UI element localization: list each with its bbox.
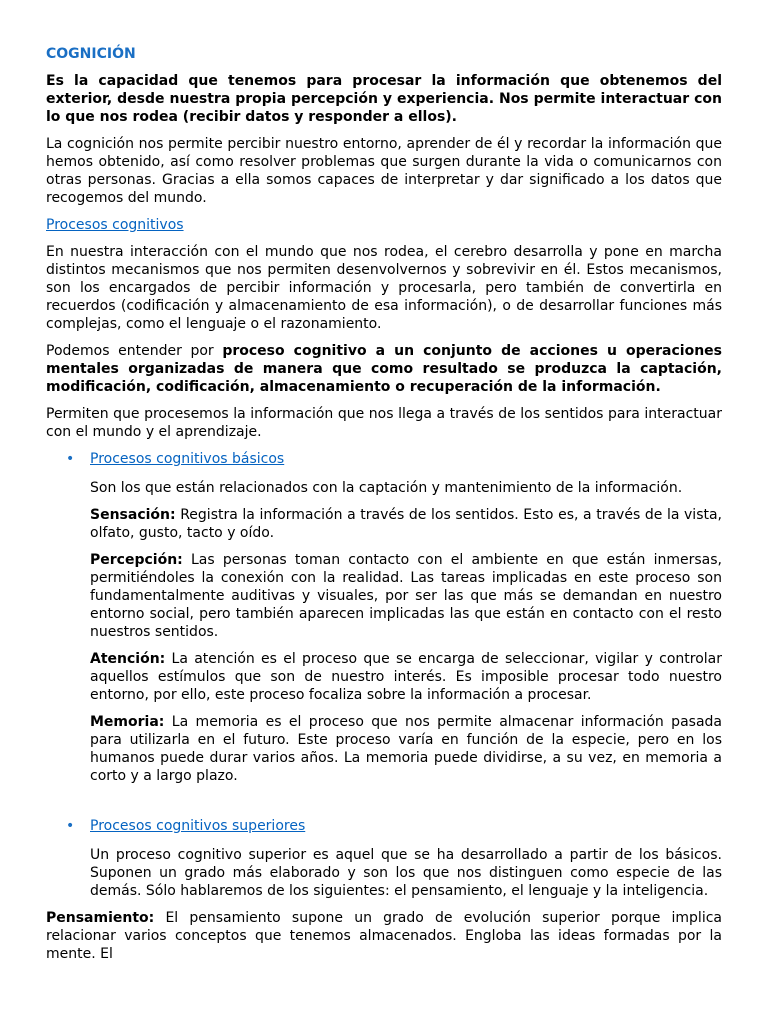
process-description: Las personas toman contacto con el ambiente en que están inmersas, permitiéndoles la conexión con la realidad. Las tareas implicadas en este proceso son fundamentalmente auditivas y visuales, por ser las que más se demandan en nuestro entorno social, pero también aparecen implicadas las que están en contacto con el resto nuestros sentidos. [90,552,722,640]
process-term: Memoria: [90,714,165,730]
basic-process-item [46,506,722,542]
bullet-dot-icon: • [66,451,75,467]
pensamiento-text: El pensamiento supone un grado de evolución superior porque implica relacionar varios conceptos que tenemos almacenados. Engloba las ideas formadas por la mente. El [46,910,722,962]
basic-process-item [46,650,722,704]
section-heading-text[interactable]: Procesos cognitivos [46,217,184,233]
process-term: Percepción: [90,552,183,568]
process-term: Sensación: [90,507,176,523]
superior-intro: Un proceso cognitivo superior es aquel que se ha desarrollado a partir de los básicos. Suponen un grado más elaborado y son los que nos distinguen como especie de las demás. Sólo hablaremos de los siguientes: el pensamiento, el lenguaje y la inteligencia. [90,847,722,899]
intro-bold-paragraph: Es la capacidad que tenemos para procesar la información que obtenemos del exterior, desde nuestra propia percepción y experiencia. Nos permite interactuar con lo que nos rodea (recibir datos y responder a ellos). [46,73,722,125]
paragraph-pensamiento [46,909,722,963]
paragraph-mechanisms: En nuestra interacción con el mundo que nos rodea, el cerebro desarrolla y pone en marcha distintos mecanismos que nos permiten desenvolvernos y sobrevivir en él. Estos mecanismos, son los encargados de percibir información y procesarla, pero también de convertirla en recuerdos (codificación y almacenamiento de esa información), o de desarrollar funciones más complejas, como el lenguaje o el razonamiento. [46,244,722,332]
paragraph-senses: Permiten que procesemos la información que nos llega a través de los sentidos para interactuar con el mundo y el aprendizaje. [46,406,722,440]
basic-process-item [46,713,722,785]
bullet-superior [46,817,722,835]
bullet-basic [46,450,722,468]
process-description: La atención es el proceso que se encarga de seleccionar, vigilar y controlar aquellos estímulos que son de nuestro interés. Es imposible procesar todo nuestro entorno, por ello, este proceso focaliza sobre la información a procesar. [90,651,722,703]
section-heading-link[interactable] [46,216,722,234]
paragraph-definition [46,342,722,396]
doc-title: COGNICIÓN [46,46,136,62]
spacer [46,794,722,817]
link-superior-processes[interactable]: Procesos cognitivos superiores [90,818,306,834]
process-term: Atención: [90,651,166,667]
intro-paragraph: La cognición nos permite percibir nuestro entorno, aprender de él y recordar la información que hemos obtenido, así como resolver problemas que surgen durante la vida o comunicarnos con otras personas. Gracias a ella somos capaces de interpretar y dar significado a los datos que recogemos del mundo. [46,136,722,206]
process-description: La memoria es el proceso que nos permite almacenar información pasada para utilizarla en el futuro. Este proceso varía en función de la especie, pero en los humanos puede durar varios años. La memoria puede dividirse, a su vez, en memoria a corto y a largo plazo. [90,714,722,784]
basic-intro: Son los que están relacionados con la captación y mantenimiento de la información. [90,480,683,496]
process-description: Registra la información a través de los sentidos. Esto es, a través de la vista, olfato, gusto, tacto y oído. [90,507,722,541]
definition-bold: proceso cognitivo a un conjunto de acciones u operaciones mentales organizadas de manera que como resultado se produzca la captación, modificación, codificación, almacenamiento o recuperación de la información. [46,343,722,395]
basic-process-item [46,551,722,641]
basic-items-list [46,506,722,785]
link-basic-processes[interactable]: Procesos cognitivos básicos [90,451,285,467]
bullet-dot-icon: • [66,818,75,834]
pensamiento-term: Pensamiento: [46,910,155,926]
definition-lead: Podemos entender por [46,343,223,359]
